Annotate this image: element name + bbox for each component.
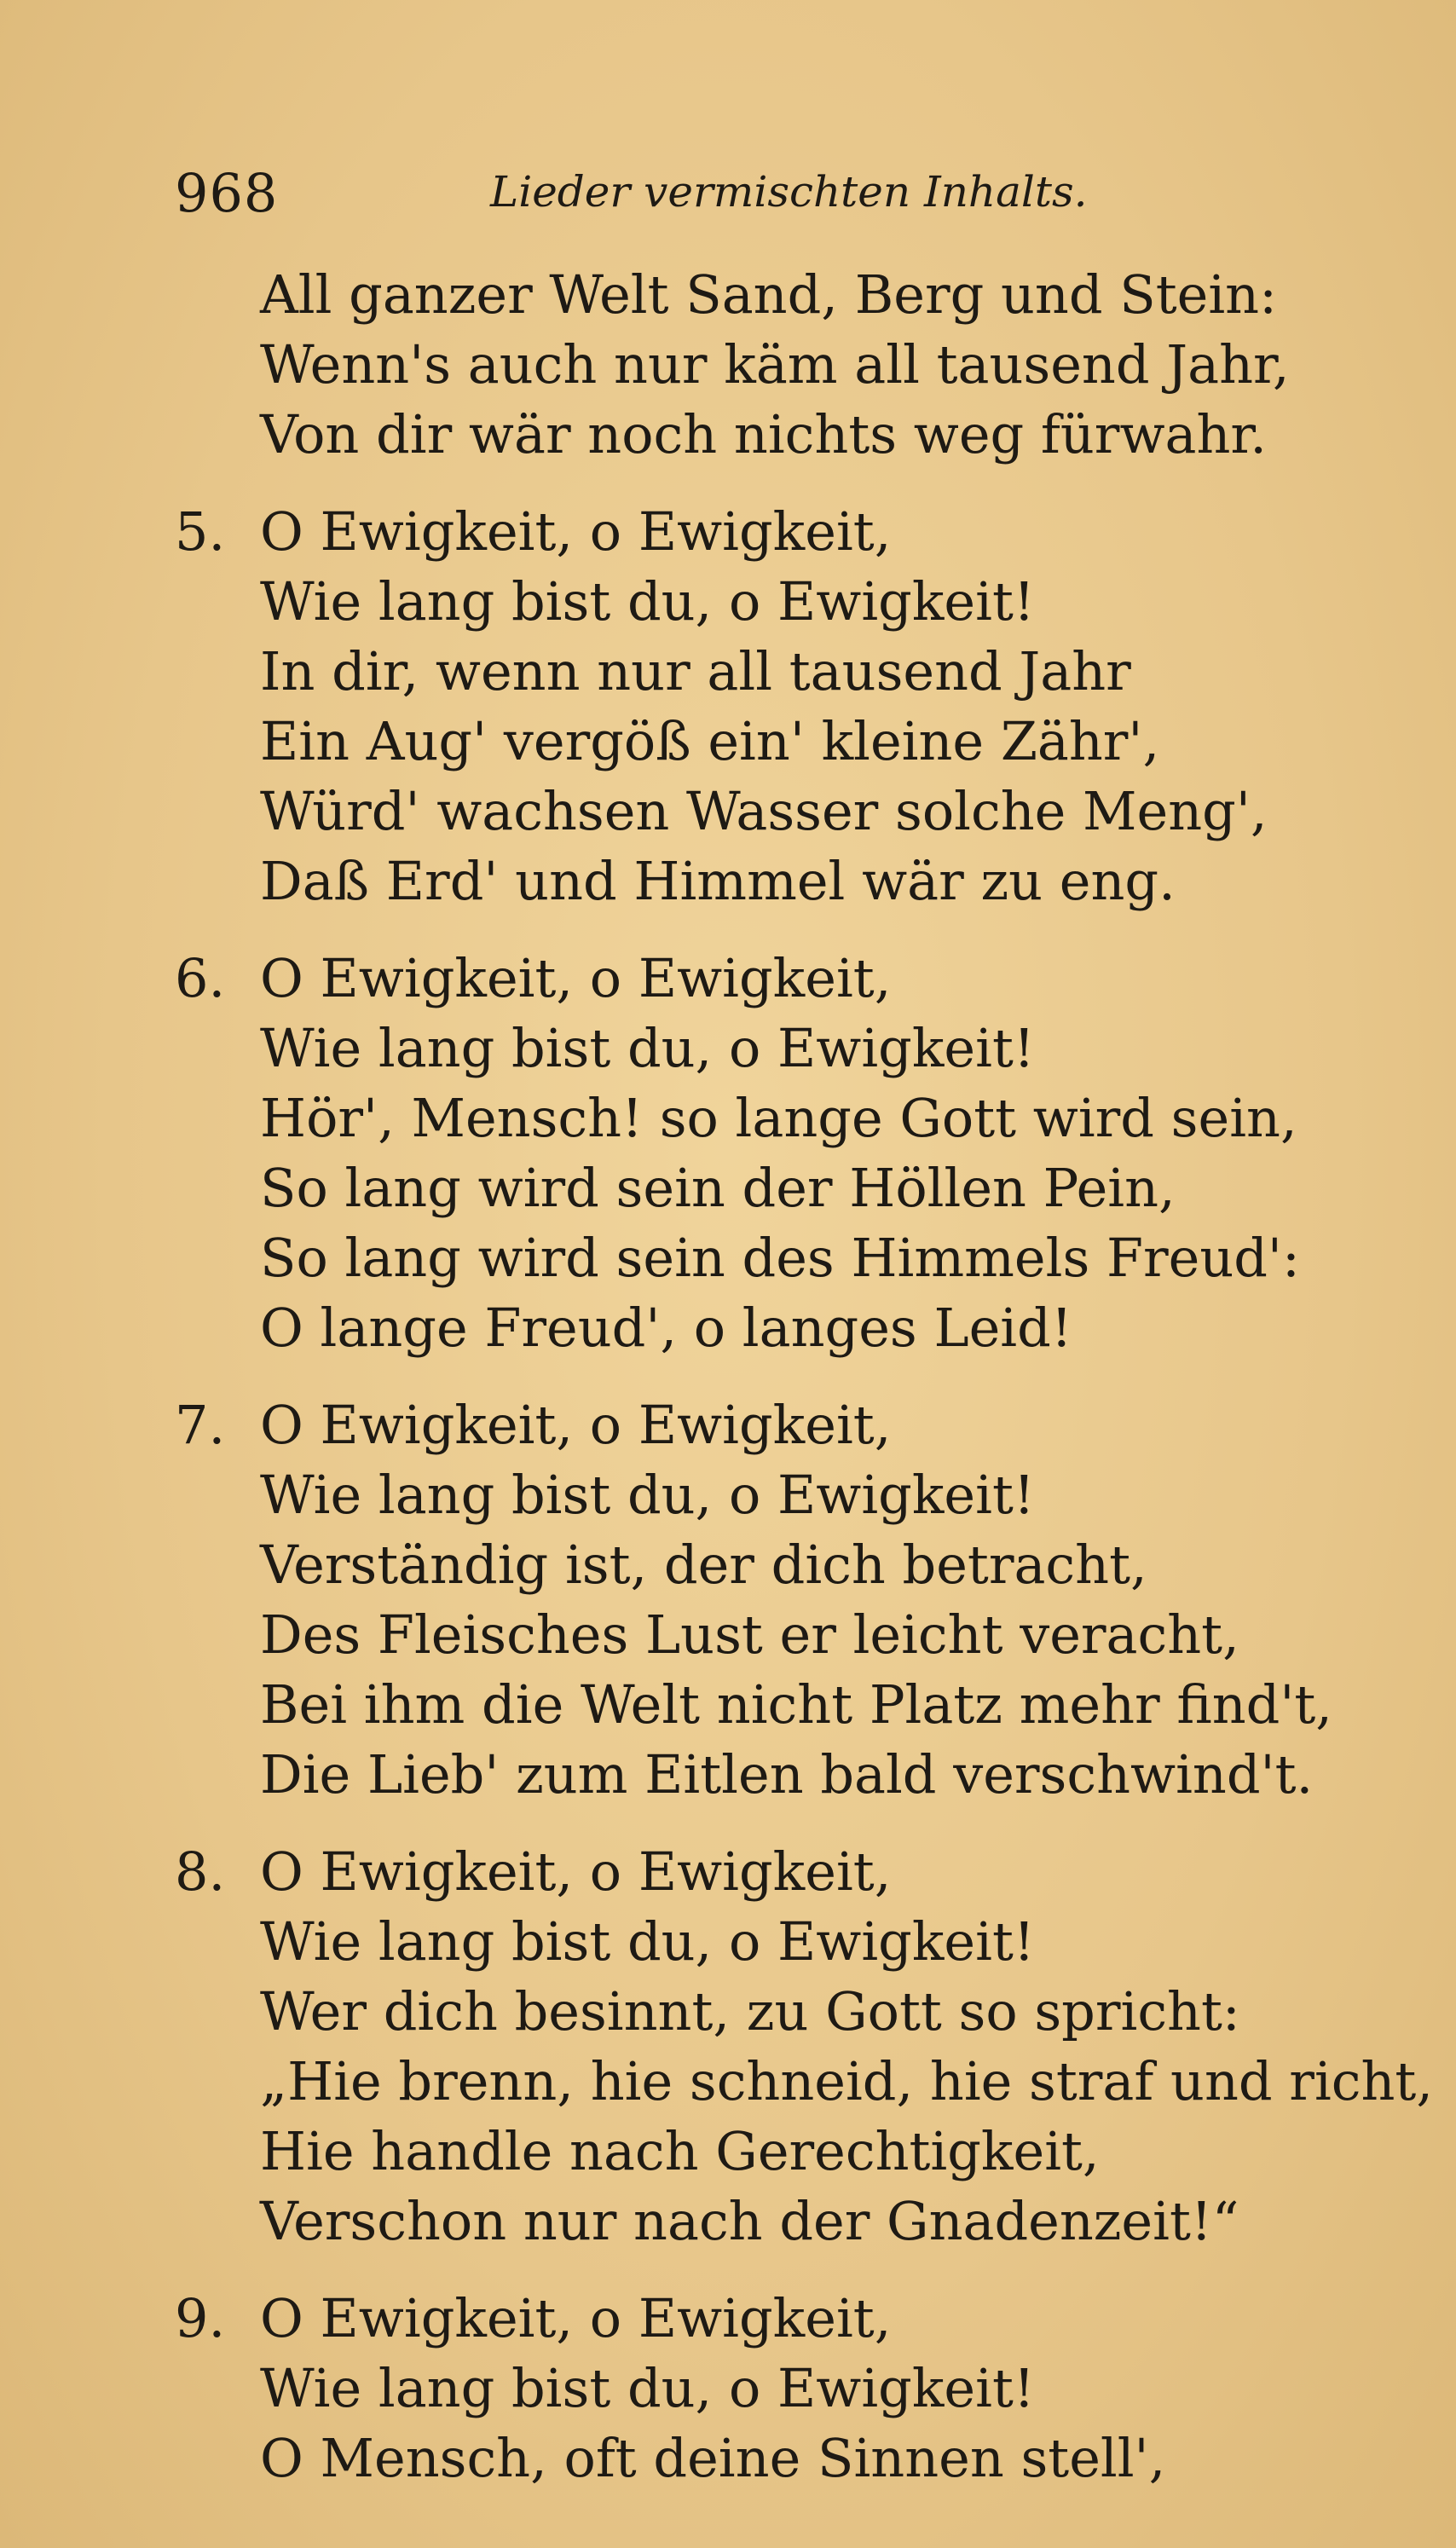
stanza-9 [175, 2284, 1368, 2493]
page-header [175, 162, 1112, 239]
verse-line: Hör', Mensch! so lange Gott wird sein, [260, 1087, 1297, 1149]
verse-line: Verständig ist, der dich betracht, [260, 1534, 1147, 1596]
running-title: Lieder vermischten Inhalts. [490, 167, 1088, 217]
verse-line: Wie lang bist du, o Ewigkeit! [260, 1464, 1035, 1526]
verse-line: Wenn's auch nur käm all tausend Jahr, [260, 333, 1290, 396]
verse-line: Wie lang bist du, o Ewigkeit! [260, 1910, 1035, 1973]
verse-line: Ein Aug' vergöß ein' kleine Zähr', [260, 710, 1160, 772]
verse-line: Wie lang bist du, o Ewigkeit! [260, 2357, 1035, 2419]
verse-line: Würd' wachsen Wasser solche Meng', [260, 780, 1268, 842]
stanza-number: 7. [175, 1394, 226, 1456]
verse-line: O lange Freud', o langes Leid! [260, 1297, 1072, 1359]
verse-line: Wie lang bist du, o Ewigkeit! [260, 570, 1035, 633]
verse-line: O Ewigkeit, o Ewigkeit, [260, 500, 892, 563]
verse-line: Bei ihm die Welt nicht Platz mehr find't, [260, 1673, 1333, 1736]
verse-line: O Ewigkeit, o Ewigkeit, [260, 1394, 892, 1456]
verse-line: Hie handle nach Gerechtigkeit, [260, 2120, 1100, 2182]
stanza-number: 6. [175, 947, 226, 1009]
verse-line: All ganzer Welt Sand, Berg und Stein: [260, 263, 1277, 326]
verse-line: O Ewigkeit, o Ewigkeit, [260, 947, 892, 1009]
verse-line: Wie lang bist du, o Ewigkeit! [260, 1017, 1035, 1079]
verse-line: „Hie brenn, hie schneid, hie straf und richt, [260, 2050, 1434, 2112]
verse-line: So lang wird sein der Höllen Pein, [260, 1157, 1176, 1219]
verse-line: Von dir wär noch nichts weg fürwahr. [260, 403, 1267, 465]
verse-line: Des Fleisches Lust er leicht veracht, [260, 1603, 1239, 1666]
stanza-number: 8. [175, 1840, 226, 1903]
stanza-continuation [175, 260, 1368, 470]
stanza-number: 5. [175, 500, 226, 563]
verse-line: In dir, wenn nur all tausend Jahr [260, 640, 1131, 702]
stanza-8 [175, 1837, 1434, 2256]
page-number: 968 [175, 162, 279, 224]
stanza-5 [175, 497, 1368, 916]
verse-line: So lang wird sein des Himmels Freud': [260, 1227, 1300, 1289]
verse-line: O Ewigkeit, o Ewigkeit, [260, 1840, 892, 1903]
stanza-6 [175, 944, 1368, 1363]
verse-line: O Mensch, oft deine Sinnen stell', [260, 2427, 1166, 2489]
verse-line: Verschon nur nach der Gnadenzeit!“ [260, 2190, 1239, 2252]
verse-line: Wer dich besinnt, zu Gott so spricht: [260, 1980, 1240, 2042]
verse-line: O Ewigkeit, o Ewigkeit, [260, 2287, 892, 2349]
verse-line: Die Lieb' zum Eitlen bald verschwind't. [260, 1743, 1314, 1806]
hymn-text [175, 260, 1434, 2521]
stanza-7 [175, 1390, 1368, 1810]
stanza-number: 9. [175, 2287, 226, 2349]
verse-line: Daß Erd' und Himmel wär zu eng. [260, 850, 1176, 912]
